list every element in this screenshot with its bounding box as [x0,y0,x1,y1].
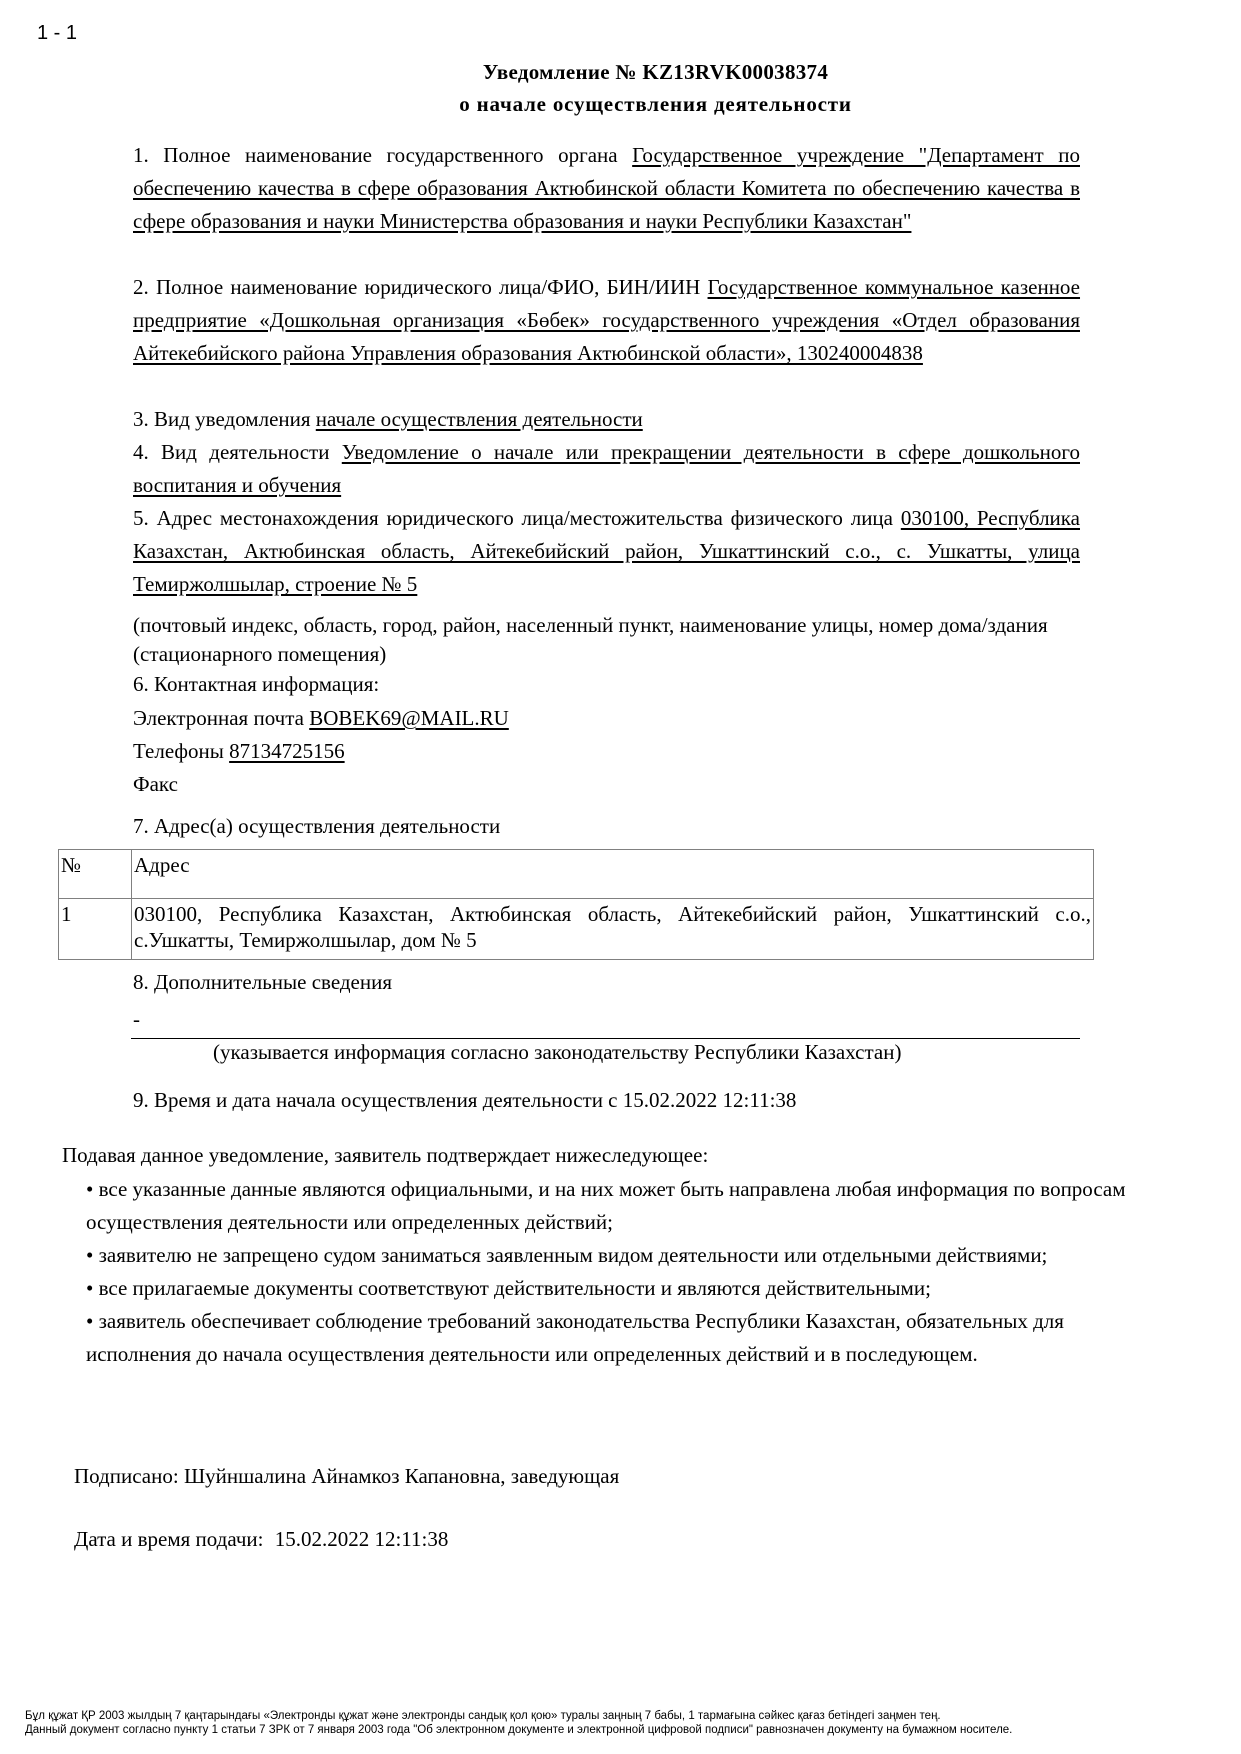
footer-note-ru: Данный документ согласно пункту 1 статьи 7 ЗРК от 7 января 2003 года "Об электронном документе и электронной цифровой подписи" равнозначен документу на бумажном носителе. [25,1724,1013,1736]
declaration-item: • заявитель обеспечивает соблюдение требований законодательства Республики Казахстан, обязательных для исполнения до начала осуществления деятельности или определенных действий и в последующем. [86,1309,1064,1366]
declaration-item: • заявителю не запрещено судом заниматься заявленным видом деятельности или отдельными действиями; [86,1243,1048,1267]
address-table [58,849,1094,960]
submitted-row [74,1523,974,1556]
table-cell-address: 030100, Республика Казахстан, Актюбинская область, Айтекебийский район, Ушкаттинский с.о., с.Ушкатты, Темиржолшылар, дом № 5 [132,899,1094,960]
section-2-value: Государственное коммунальное казенное предприятие «Дошкольная организация «Бөбек» государственного учреждения «Отдел образования Айтекебийского района Управления образования Актюбинской области», 130240004838 [133,275,1081,365]
section-6-label: 6. Контактная информация: [133,672,380,696]
email-link[interactable]: BOBEK69@MAIL.RU [309,706,509,730]
section-8-value: - [133,1007,140,1031]
phone-value: 87134725156 [229,739,345,763]
section-1 [133,139,1080,238]
fax-label: Факс [133,772,178,796]
signed-row [74,1460,974,1493]
email-row [133,702,1080,735]
table-header-number: № [59,850,132,899]
section-5-label: 5. Адрес местонахождения юридического лица/местожительства физического лица [133,506,893,530]
submitted-label: Дата и время подачи: [74,1527,264,1551]
section-8-label: 8. Дополнительные сведения [133,970,393,994]
section-4 [133,436,1080,502]
declaration-item: • все прилагаемые документы соответствуют действительности и являются действительными; [86,1276,931,1300]
table-row [59,899,1094,960]
signed-value: Шуйншалина Айнамкоз Капановна, заведующая [183,1464,620,1488]
table-header-row [59,850,1094,899]
email-label: Электронная почта [133,706,304,730]
section-1-value: Государственное учреждение "Департамент по обеспечению качества в сфере образования Актюбинской области Комитета по обеспечению качества в сфере образования и науки Министерства образования и науки Республики Казахстан" [133,143,1080,233]
section-3-label: 3. Вид уведомления [133,407,311,431]
declaration-list [86,1173,1126,1371]
phone-label: Телефоны [133,739,224,763]
signed-label: Подписано: [74,1464,179,1488]
document-title: Уведомление № KZ13RVK00038374 [482,60,829,84]
section-4-value: Уведомление о начале или прекращении деятельности в сфере дошкольного воспитания и обучения [133,440,1080,497]
section-2-label: 2. Полное наименование юридического лица/ФИО, БИН/ИИН [133,275,701,299]
section-5 [133,502,1080,601]
section-5-hint: (почтовый индекс, область, город, район, населенный пункт, наименование улицы, номер дома/здания (стационарного помещения) [133,613,1048,666]
section-3-value: начале осуществления деятельности [315,407,643,431]
section-5-value: 030100, Республика Казахстан, Актюбинская область, Айтекебийский район, Ушкаттинский с.о., с. Ушкатты, улица Темиржолшылар, строение № 5 [133,506,1080,596]
section-1-label: 1. Полное наименование государственного органа [133,143,618,167]
section-8-hint: (указывается информация согласно законодательству Республики Казахстан) [213,1040,902,1064]
footer-note-kz: Бұл құжат ҚР 2003 жылдың 7 қаңтарындағы «Электронды құжат және электронды сандық қол қою» туралы заңның 7 бабы, 1 тармағына сәйкес қағаз бетіндегі заңмен тең. [25,1710,941,1722]
table-cell-number: 1 [59,899,132,960]
table-header-address: Адрес [132,850,1094,899]
declaration-intro: Подавая данное уведомление, заявитель подтверждает нижеследующее: [62,1143,709,1167]
fax-row [133,768,1080,801]
page-number: 1 - 1 [37,22,78,44]
submitted-value: 15.02.2022 12:11:38 [274,1527,449,1551]
section-2 [133,271,1080,370]
section-9: 9. Время и дата начала осуществления деятельности с 15.02.2022 12:11:38 [133,1088,797,1112]
declaration-item: • все указанные данные являются официальными, и на них может быть направлена любая информация по вопросам осуществления деятельности или определенных действий; [86,1177,1126,1234]
phone-row [133,735,1080,768]
section-7-label: 7. Адрес(а) осуществления деятельности [133,814,501,838]
document-subtitle: о начале осуществления деятельности [459,92,852,116]
section-4-label: 4. Вид деятельности [133,440,330,464]
section-3 [133,403,1080,436]
